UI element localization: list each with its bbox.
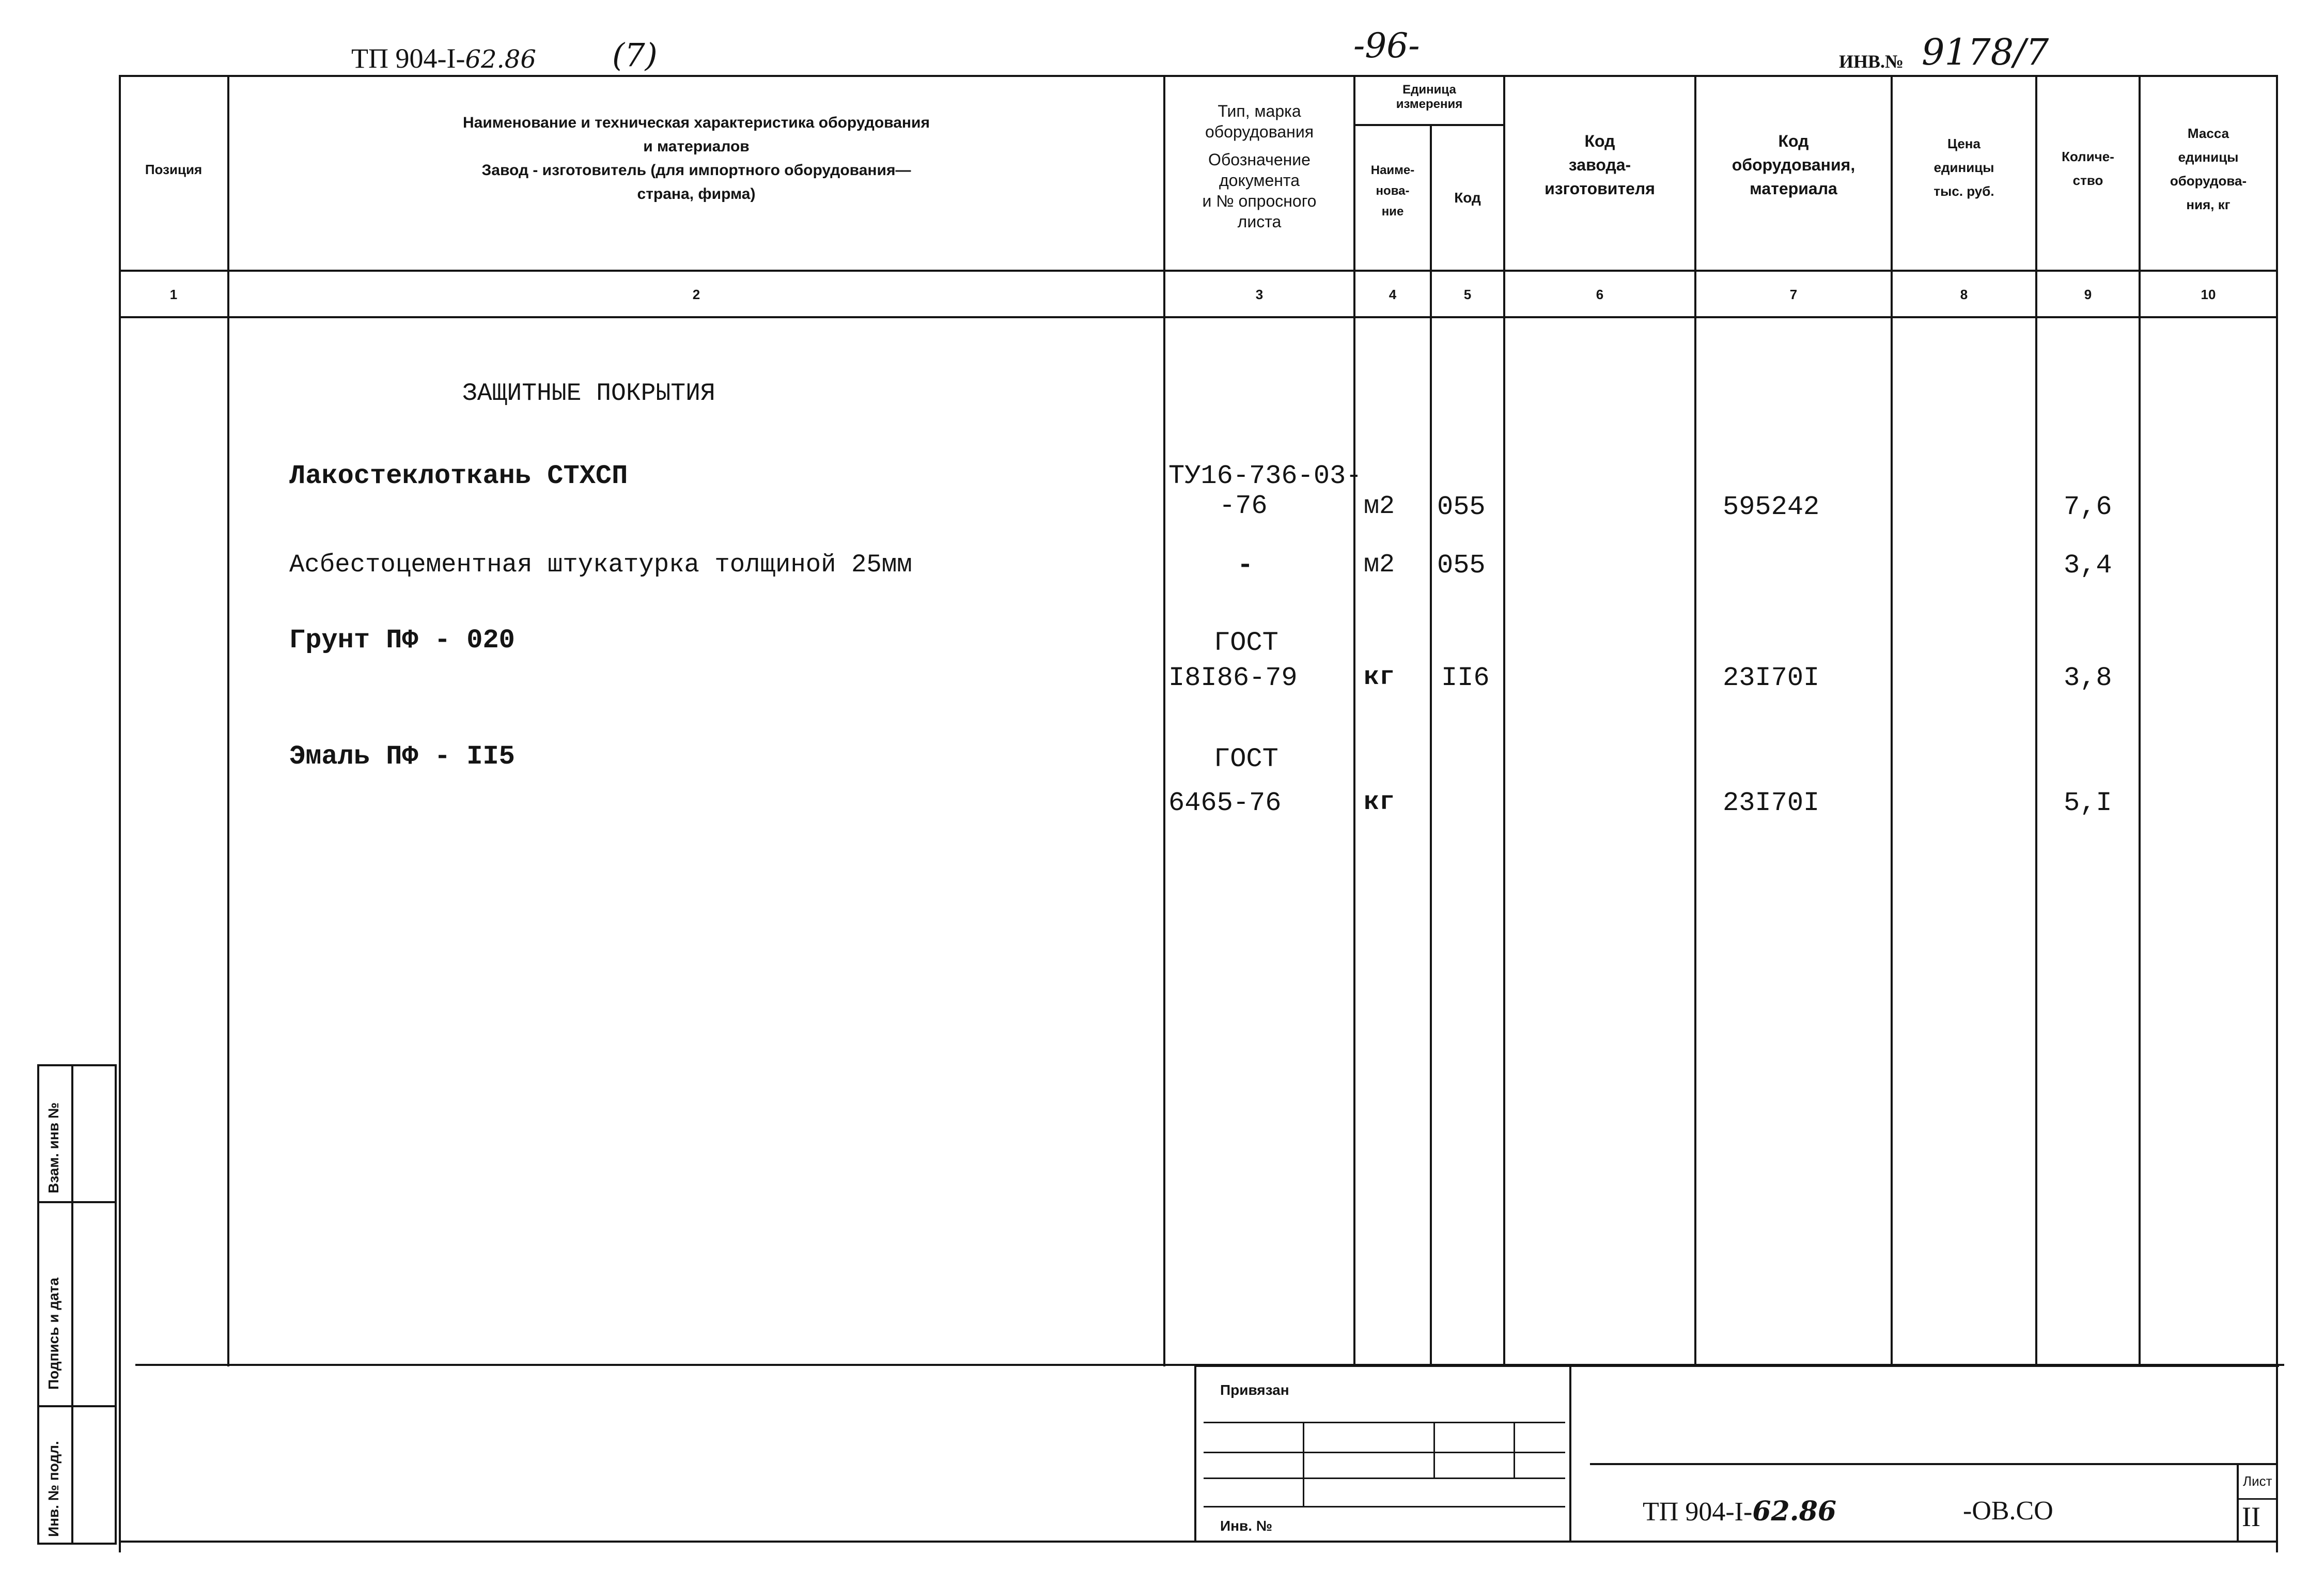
col-line-2 [1163, 75, 1165, 1366]
row-doc-line2: I8I86-79 [1168, 663, 1298, 693]
row-doc-line1: ГОСТ [1214, 744, 1278, 774]
frame-right [2276, 75, 2278, 1552]
row-name: Асбестоцементная штукатурка толщиной 25мм [289, 550, 912, 579]
header-mass [2141, 121, 2276, 216]
header-type-line3: Обозначение [1208, 150, 1311, 169]
inventory-number: 9178/7 [1922, 31, 2049, 73]
title-block-top-line-right [1194, 1365, 2279, 1367]
header-qty-line1: Количе- [2062, 149, 2114, 164]
sheet-label: Лист [2243, 1473, 2272, 1489]
row-unit: м2 [1364, 550, 1395, 580]
attached-grid-line-2 [1204, 1452, 1565, 1453]
col-number-7: 7 [1789, 287, 1798, 302]
attached-grid-line-1 [1204, 1422, 1565, 1423]
header-type-line5: и № опросного [1202, 192, 1317, 210]
col-number-4: 4 [1389, 287, 1397, 302]
row-name: Лакостеклоткань СТХСП [289, 461, 628, 491]
row-equip-code: 23I70I [1723, 663, 1820, 693]
col-number-8: 8 [1960, 287, 1968, 302]
header-equip-code-line3: материала [1750, 179, 1837, 198]
sheet-cell-mid [2237, 1498, 2278, 1500]
project-code [351, 42, 536, 74]
header-price-line3: тыс. руб. [1933, 183, 1994, 199]
attached-label: Привязан [1220, 1382, 1289, 1398]
header-type-line1: Тип, марка [1218, 102, 1301, 120]
unit-group-line [1353, 124, 1503, 126]
header-name-line2: и материалов [643, 138, 750, 155]
col-line-5 [1503, 75, 1505, 1366]
header-maker-code-line2: завода- [1568, 156, 1631, 174]
part-number: (7) [612, 36, 658, 74]
col-number-5: 5 [1463, 287, 1472, 302]
header-price [1893, 132, 2035, 203]
header-bottom-line [119, 270, 2278, 272]
doc-code-prefix: ТП 904-I- [1643, 1497, 1753, 1527]
row-equip-code: 23I70I [1723, 788, 1820, 818]
header-price-line1: Цена [1947, 136, 1980, 151]
col-number-3: 3 [1255, 287, 1264, 302]
attached-inv-label: Инв. № [1220, 1518, 1273, 1534]
header-unit-name-line2: нова- [1376, 184, 1410, 198]
side-stamp-replacement: Взам. инв № [45, 1102, 61, 1193]
header-type-line4: документа [1219, 171, 1300, 190]
row-unit-code: II6 [1441, 663, 1490, 693]
col-number-6: 6 [1596, 287, 1604, 302]
header-equip-code-line2: оборудования, [1732, 156, 1855, 174]
attached-grid-col-1 [1303, 1422, 1304, 1507]
header-unit-group-line2: измерения [1396, 97, 1463, 111]
doc-code-line [1590, 1463, 2278, 1465]
header-name-line1: Наименование и техническая характеристика оборудования [463, 114, 930, 131]
doc-code [1643, 1496, 1836, 1527]
row-name: Эмаль ПФ - II5 [289, 741, 515, 772]
row-doc-line1: ТУ16-736-03- [1168, 461, 1362, 491]
row-doc-line1: ГОСТ [1214, 628, 1278, 658]
header-name-line3: Завод - изготовитель (для импортного оборудования— [481, 162, 911, 179]
doc-code-handwritten: 62.86 [1752, 1496, 1837, 1527]
frame-top [119, 75, 2278, 77]
header-maker-code-line3: изготовителя [1545, 179, 1655, 198]
row-unit-code: 055 [1437, 550, 1486, 581]
header-mass-line3: оборудова- [2170, 173, 2247, 189]
header-qty [2037, 145, 2139, 192]
row-doc-line1: - [1237, 550, 1254, 581]
row-unit: м2 [1364, 492, 1395, 521]
header-name-line4: страна, фирма) [637, 185, 756, 203]
header-unit-code: Код [1454, 190, 1481, 206]
row-doc-line2: 6465-76 [1168, 788, 1282, 818]
section-title: ЗАЩИТНЫЕ ПОКРЫТИЯ [462, 380, 715, 408]
sheet-cell-left [2237, 1463, 2239, 1541]
header-equip-code-line1: Код [1778, 132, 1809, 150]
side-stamp-original-inv: Инв. № подл. [45, 1441, 61, 1537]
header-type [1165, 101, 1353, 232]
header-mass-line4: ния, кг [2186, 197, 2231, 212]
col-line-6 [1694, 75, 1696, 1366]
row-equip-code: 595242 [1723, 492, 1820, 522]
row-qty: 3,8 [2064, 663, 2112, 693]
header-unit-name-line1: Наиме- [1370, 163, 1415, 177]
col-number-10: 10 [2201, 287, 2216, 302]
header-position: Позиция [145, 162, 202, 177]
header-equip-code [1696, 129, 1891, 200]
project-code-printed: ТП 904-I- [351, 43, 465, 74]
attached-grid-line-4 [1204, 1506, 1565, 1507]
header-unit-name-line3: ние [1381, 205, 1404, 219]
side-stamp-signature-date: Подпись и дата [45, 1278, 61, 1390]
title-block-bottom-line [119, 1541, 2278, 1543]
col-line-1 [227, 75, 229, 1366]
side-stamp-left-line [37, 1064, 39, 1545]
row-qty: 5,I [2064, 788, 2112, 818]
col-number-2: 2 [692, 287, 700, 302]
col-number-9: 9 [2084, 287, 2092, 302]
attached-grid-col-2 [1433, 1422, 1435, 1479]
col-number-1: 1 [169, 287, 178, 302]
side-stamp-top-line [37, 1064, 117, 1066]
header-mass-line1: Масса [2187, 126, 2229, 141]
row-qty: 3,4 [2064, 550, 2112, 581]
attached-grid-col-3 [1514, 1422, 1515, 1479]
header-price-line2: единицы [1933, 160, 1994, 175]
side-stamp-line-3 [37, 1405, 117, 1407]
header-maker-code-line1: Код [1584, 132, 1615, 150]
header-unit-group-line1: Единица [1402, 83, 1456, 97]
header-name [229, 111, 1163, 206]
inventory-label: ИНВ.№ [1839, 51, 1904, 72]
side-stamp-mid-line [71, 1064, 73, 1545]
header-qty-line2: ство [2072, 173, 2103, 188]
project-code-handwritten: 62.86 [465, 45, 536, 74]
attached-box-right [1569, 1365, 1571, 1541]
col-line-4 [1430, 124, 1432, 1366]
doc-code-suffix: -ОВ.СО [1963, 1496, 2053, 1526]
row-name: Грунт ПФ - 020 [289, 625, 515, 656]
row-unit-code: 055 [1437, 492, 1486, 522]
col-line-3 [1353, 75, 1355, 1366]
row-unit: кг [1364, 663, 1395, 692]
col-line-8 [2035, 75, 2037, 1366]
row-qty: 7,6 [2064, 492, 2112, 522]
row-doc-line2: -76 [1219, 491, 1268, 521]
numbers-bottom-line [119, 316, 2278, 318]
attached-grid-line-3 [1204, 1478, 1565, 1479]
side-stamp-right-line [115, 1064, 117, 1545]
page-number: -96- [1353, 26, 1420, 66]
header-type-line2: оборудования [1205, 122, 1314, 141]
header-unit-name [1355, 160, 1430, 222]
row-unit: кг [1364, 788, 1395, 817]
attached-box-left [1194, 1365, 1196, 1541]
col-line-9 [2139, 75, 2141, 1366]
header-maker-code [1505, 129, 1694, 200]
side-stamp-bottom-line [37, 1543, 117, 1545]
side-stamp-line-2 [37, 1201, 117, 1203]
header-mass-line2: единицы [2178, 149, 2239, 165]
sheet-number: II [2242, 1501, 2260, 1532]
header-type-line6: листа [1237, 212, 1282, 231]
col-line-7 [1891, 75, 1893, 1366]
header-unit-group [1355, 83, 1503, 112]
